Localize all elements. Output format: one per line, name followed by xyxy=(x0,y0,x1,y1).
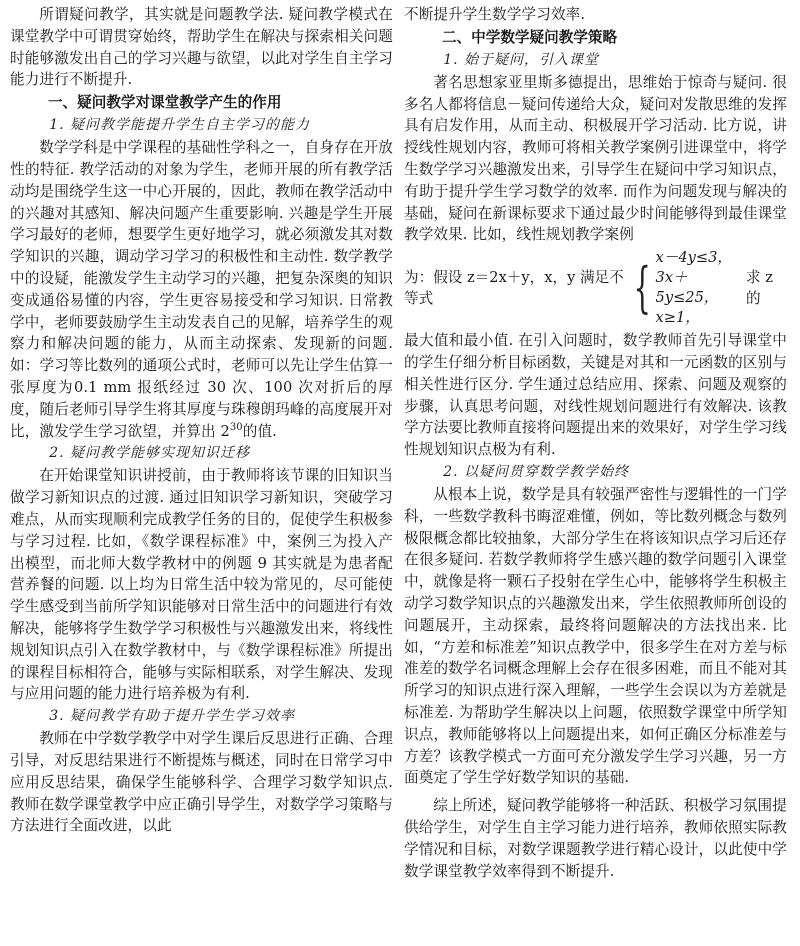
inequality-line-1: x－4y≤3， xyxy=(655,249,733,267)
section-heading-1: 一、疑问教学对课堂教学产生的作用 xyxy=(47,94,282,112)
formula-prefix: 为：假设 z＝2x＋y，x，y 满足不等式 xyxy=(404,269,624,308)
left-brace: { xyxy=(633,256,651,320)
paragraph-1-3: 教师在中学数学教学中对学生课后反思进行正确、合理引导，对反思结果进行不断提炼与概述，同时在日常学习中应用反思结果，确保学生能够科学、合理学习数学知识点. 教师在数学课堂教学中应正确引导学生，对数学学习策略与方法进行全面改进，以此 xyxy=(10,730,393,835)
subheading-1-3: 3. 疑问教学有助于提升学生学习效率 xyxy=(49,708,295,725)
paragraph-1-2: 在开始课堂知识讲授前，由于教师将该节课的旧知识当做学习新知识点的过渡. 通过旧知识学习新知识，突破学习难点，从而实现顺利完成教学任务的目的，促使学生积极参与学习过程. 比如，《数学课程标准》中，案例三为投入产出模型，而北师大数学教材中的例题 9 其实就是为患者配营养餐的问题. 以上均为日常生活中较为常见的，尽可能使学生感受到当前所学知识能够对日常生活中的问题进行有效解决，能够将学生数学学习积极性与兴趣激发出来，将线性规划知识点引入在数学教材中，与《数学课程标准》所提出的课程目标相符合，能够与实际相联系，对学生解决、发现与应用问题的能力进行培养极为有利. xyxy=(10,467,393,703)
paragraph-1-1-text: 数学学科是中学课程的基础性学科之一，自身存在开放性的特征. 教学活动的对象为学生，老师开展的所有教学活动均是围绕学生这一中心开展的，因此，教师在教学活动中的兴趣对其感知、解决问题产生重要影响. 兴趣是学生开展学习最好的老师，想要学生更好地学习，就必须激发其对数学知识的兴趣，调动学习学习的积极性和主动性. 数学教学中的设疑，能激发学生主动学习的兴趣，把复杂深奥的知识变成通俗易懂的内容，学生更容易接受和学习知识. 日常教学中，老师要鼓励学生主动发表自己的见解，培养学生的观察力和解决问题的能力，从而主动探索、发现新的问题. 如：学习等比数列的通项公式时，老师可以先让学生估算一张厚度为0.1 mm 报纸经过 30 次、100 次对折后的厚度，随后老师引导学生将其厚度与珠穆朗玛峰的高度展开对比，激发学生学习欲望，并算出 2 xyxy=(10,139,393,440)
exponent: 30 xyxy=(229,421,243,433)
subheading-2-2: 2. 以疑问贯穿数学教学始终 xyxy=(443,463,629,480)
continued-paragraph: 不断提升学生数学学习效率. xyxy=(404,6,586,23)
conclusion-paragraph: 综上所述，疑问教学能够将一种活跃、积极学习氛围提供给学生，对学生自主学习能力进行培养，教师依照实际教学情况和目标，对数学课题教学进行精心设计，以此使中学数学课堂教学效率得到不断提升. xyxy=(404,797,787,880)
inequality-system xyxy=(404,248,787,328)
paragraph-1-1 xyxy=(10,137,393,442)
inequality-line-2: 3x＋5y≤25， xyxy=(655,269,719,307)
paragraph-2-1: 著名思想家亚里斯多德提出，思维始于惊奇与疑问. 很多名人都将信息－疑问传递给大众，疑问对发散思维的发挥具有启发作用，从而主动、积极展开学习活动. 比方说，讲授线性规划内容，教师可将相关教学案例引进课堂中，将学生数学学习兴趣激发出来，引导学生在疑问中学习知识点，有助于提升学生学习数学的效率. 而作为问题发现与解决的基础，疑问在新课标要求下通过最少时间能够得到最佳课堂教学效果. 比如，线性规划教学案例 xyxy=(404,73,787,244)
subheading-1-1: 1. 疑问教学能提升学生自主学习的能力 xyxy=(49,117,310,134)
inequality-lines xyxy=(656,248,740,328)
paragraph-2-1-cont: 最大值和最小值. 在引入问题时，数学教师首先引导课堂中的学生仔细分析目标函数，关键是对其和一元函数的区别与相关性进行区分. 学生通过总结应用、探索、问题及观察的步骤，认真思考问题，对线性规划问题进行有效解决. 该教学方法要比教师直接将问题提出来的效果好，对学生学习线性规划知识点极为有利. xyxy=(404,332,787,459)
intro-paragraph: 所谓疑问教学，其实就是问题教学法. 疑问教学模式在课堂教学中可谓贯穿始终，帮助学生在解决与探索相关问题时能够激发出自己的学习兴趣与欲望，以此对学生自主学习能力进行不断提升. xyxy=(10,6,393,89)
formula-suffix: 求 z 的 xyxy=(745,269,773,308)
left-column xyxy=(10,4,393,837)
subheading-2-1: 1. 始于疑问，引入课堂 xyxy=(443,51,599,68)
subheading-1-2: 2. 疑问教学能够实现知识迁移 xyxy=(49,445,250,462)
inequality-line-3: x≥1， xyxy=(655,309,700,327)
section-heading-2: 二、中学数学疑问教学策略 xyxy=(441,28,618,46)
right-column xyxy=(404,4,787,882)
paragraph-1-1-end: 的值. xyxy=(242,422,277,440)
paragraph-2-2: 从根本上说，数学是具有较强严密性与逻辑性的一门学科，一些数学教科书晦涩难懂，例如，等比数列概念与数列极限概念都比较抽象，大部分学生在将该知识点学习后还存在很多疑问. 若数学教师将学生感兴趣的数学问题引入课堂中，就像是将一颗石子投射在学生心中，能够将学生积极主动学习数学知识点的兴趣激发出来，学生依照教师所创设的问题展开，主动探索，最终将问题解决的方法找出来. 比如，“方差和标准差”知识点教学中，很多学生在对方差与标准差的数学名词概念理解上会存在很多困难，而且不能对其所学习的知识点进行深入理解，一些学生会误以为方差就是标准差. 为帮助学生解决以上问题，依照数学课堂中所学知识点，教师能够将以上问题提出来，如何正确区分标准差与方差？该教学模式一方面可充分激发学生学习兴趣，另一方面奠定了学生学好数学知识的基础. xyxy=(404,485,787,787)
